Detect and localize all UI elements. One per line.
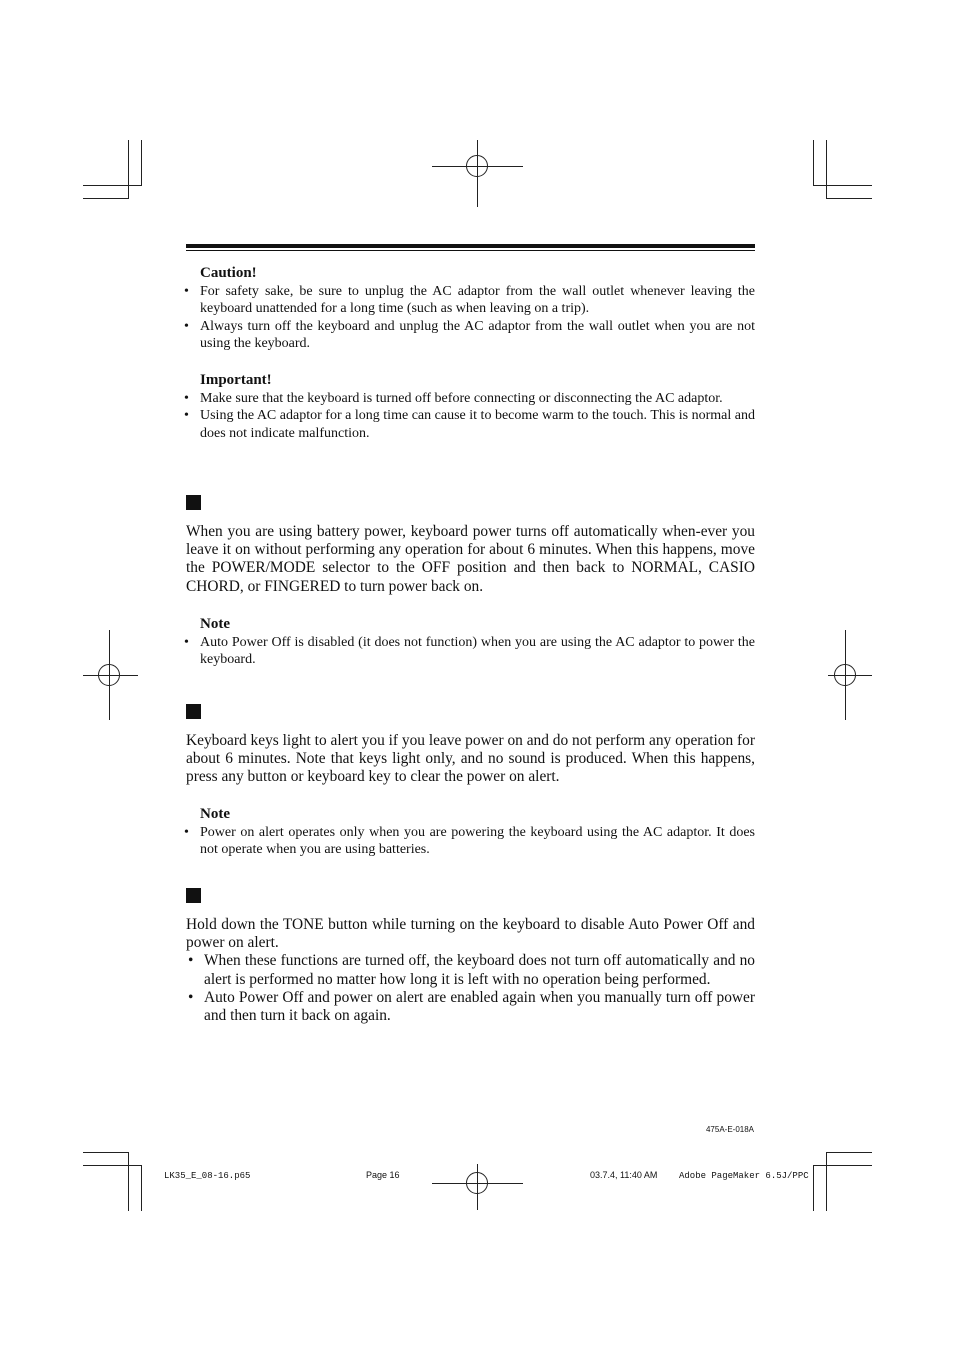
note-list xyxy=(182,634,755,669)
list-item: • Always turn off the keyboard and unplug the AC adaptor from the wall outlet when you are not using the keyboard. xyxy=(182,318,755,353)
important-list xyxy=(182,390,755,442)
caution-list xyxy=(182,283,755,353)
section-marker-square xyxy=(186,495,201,510)
auto-power-off-section xyxy=(186,523,755,596)
list-item: • Auto Power Off and power on alert are enabled again when you manually turn off power and then turn it back on again. xyxy=(186,989,755,1025)
note-list xyxy=(182,824,755,859)
note-heading: Note xyxy=(200,616,230,632)
note-heading: Note xyxy=(200,806,230,822)
auto-power-off-note xyxy=(200,615,755,669)
list-item: • For safety sake, be sure to unplug the AC adaptor from the wall outlet whenever leaving the keyboard unattended for a long time (such as when leaving on a trip). xyxy=(182,283,755,318)
power-on-alert-section xyxy=(186,732,755,787)
footer-filename: LK35_E_08-16.p65 xyxy=(164,1171,251,1181)
power-on-alert-note xyxy=(200,805,755,859)
header-rule-thick xyxy=(186,244,755,248)
power-on-alert-body: Keyboard keys light to alert you if you leave power on and do not perform any operation for about 6 minutes. Note that keys light only, and no sound is produced. When this happens, press any button or keyboard key to clear the power on alert. xyxy=(186,732,755,786)
caution-section xyxy=(200,264,755,353)
important-heading: Important! xyxy=(200,372,272,388)
disable-section xyxy=(186,916,755,1025)
caution-heading: Caution! xyxy=(200,265,257,281)
header-rule-thin xyxy=(186,250,755,251)
important-section xyxy=(200,371,755,442)
list-item: • When these functions are turned off, the keyboard does not turn off automatically and no alert is performed no matter how long it is left with no operation being performed. xyxy=(186,952,755,988)
section-marker-square xyxy=(186,888,201,903)
footer-page: Page 16 xyxy=(366,1170,400,1180)
disable-body: Hold down the TONE button while turning on the keyboard to disable Auto Power Off and power on alert. xyxy=(186,916,755,952)
list-item: • Using the AC adaptor for a long time can cause it to become warm to the touch. This is normal and does not indicate malfunction. xyxy=(182,407,755,442)
footer-datetime: 03.7.4, 11:40 AM xyxy=(590,1170,658,1180)
list-item: • Power on alert operates only when you are powering the keyboard using the AC adaptor. It does not operate when you are using batteries. xyxy=(182,824,755,859)
disable-list xyxy=(186,952,755,1025)
document-code: 475A-E-018A xyxy=(705,1125,754,1134)
footer-application: Adobe PageMaker 6.5J/PPC xyxy=(679,1171,809,1181)
list-item: • Make sure that the keyboard is turned off before connecting or disconnecting the AC adaptor. xyxy=(182,390,755,407)
list-item: • Auto Power Off is disabled (it does not function) when you are using the AC adaptor to power the keyboard. xyxy=(182,634,755,669)
auto-power-off-body: When you are using battery power, keyboard power turns off automatically when-ever you leave it on without performing any operation for about 6 minutes. When this happens, move the POWER/MODE selector to the OFF position and then back to NORMAL, CASIO CHORD, or FINGERED to turn power back on. xyxy=(186,523,755,595)
section-marker-square xyxy=(186,704,201,719)
